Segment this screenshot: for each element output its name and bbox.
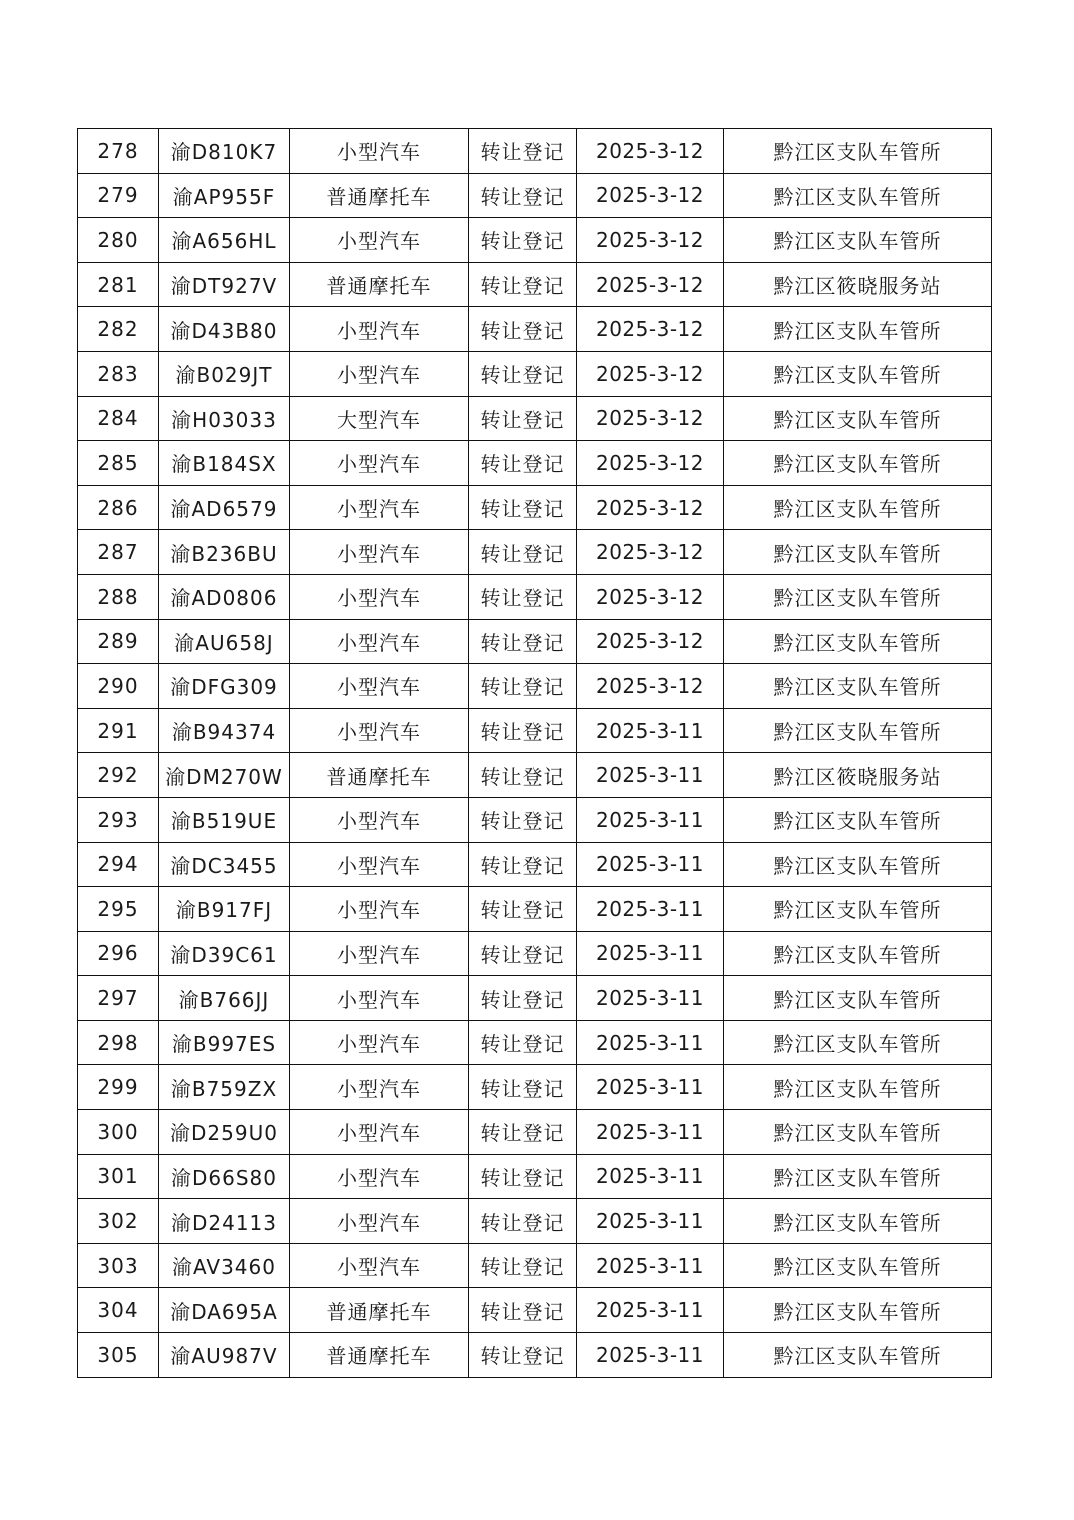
plate-number-cell: 渝D39C61 — [159, 931, 290, 976]
serial-number-cell: 299 — [78, 1065, 159, 1110]
serial-number-cell: 281 — [78, 262, 159, 307]
date-cell: 2025-3-11 — [577, 1020, 724, 1065]
serial-number-cell: 289 — [78, 619, 159, 664]
plate-number-cell: 渝AV3460 — [159, 1243, 290, 1288]
plate-number-cell: 渝D259U0 — [159, 1110, 290, 1155]
plate-number-cell: 渝B029JT — [159, 351, 290, 396]
vehicle-type-cell: 小型汽车 — [290, 976, 469, 1021]
plate-number-cell: 渝B94374 — [159, 708, 290, 753]
vehicle-type-cell: 小型汽车 — [290, 797, 469, 842]
office-cell: 黔江区支队车管所 — [724, 1199, 992, 1244]
plate-number-cell: 渝DFG309 — [159, 664, 290, 709]
business-type-cell: 转让登记 — [469, 530, 577, 575]
business-type-cell: 转让登记 — [469, 262, 577, 307]
business-type-cell: 转让登记 — [469, 1020, 577, 1065]
plate-number-cell: 渝D24113 — [159, 1199, 290, 1244]
table-row — [78, 1154, 992, 1199]
business-type-cell: 转让登记 — [469, 173, 577, 218]
office-cell: 黔江区支队车管所 — [724, 1020, 992, 1065]
business-type-cell: 转让登记 — [469, 931, 577, 976]
office-cell: 黔江区支队车管所 — [724, 842, 992, 887]
plate-number-cell: 渝AU658J — [159, 619, 290, 664]
plate-number-cell: 渝D810K7 — [159, 129, 290, 174]
vehicle-type-cell: 普通摩托车 — [290, 262, 469, 307]
table-row — [78, 797, 992, 842]
table-row — [78, 842, 992, 887]
serial-number-cell: 287 — [78, 530, 159, 575]
date-cell: 2025-3-12 — [577, 218, 724, 263]
date-cell: 2025-3-12 — [577, 129, 724, 174]
office-cell: 黔江区支队车管所 — [724, 797, 992, 842]
office-cell: 黔江区支队车管所 — [724, 574, 992, 619]
office-cell: 黔江区筱晓服务站 — [724, 262, 992, 307]
business-type-cell: 转让登记 — [469, 307, 577, 352]
plate-number-cell: 渝AD6579 — [159, 485, 290, 530]
serial-number-cell: 304 — [78, 1288, 159, 1333]
table-row — [78, 664, 992, 709]
office-cell: 黔江区支队车管所 — [724, 664, 992, 709]
date-cell: 2025-3-12 — [577, 262, 724, 307]
serial-number-cell: 294 — [78, 842, 159, 887]
table-row — [78, 441, 992, 486]
business-type-cell: 转让登记 — [469, 1288, 577, 1333]
serial-number-cell: 279 — [78, 173, 159, 218]
business-type-cell: 转让登记 — [469, 753, 577, 798]
plate-number-cell: 渝B519UE — [159, 797, 290, 842]
vehicle-type-cell: 小型汽车 — [290, 129, 469, 174]
vehicle-type-cell: 小型汽车 — [290, 574, 469, 619]
serial-number-cell: 297 — [78, 976, 159, 1021]
office-cell: 黔江区筱晓服务站 — [724, 753, 992, 798]
vehicle-type-cell: 小型汽车 — [290, 1110, 469, 1155]
office-cell: 黔江区支队车管所 — [724, 1110, 992, 1155]
plate-number-cell: 渝DC3455 — [159, 842, 290, 887]
vehicle-type-cell: 小型汽车 — [290, 1243, 469, 1288]
office-cell: 黔江区支队车管所 — [724, 976, 992, 1021]
plate-number-cell: 渝A656HL — [159, 218, 290, 263]
office-cell: 黔江区支队车管所 — [724, 1154, 992, 1199]
vehicle-type-cell: 小型汽车 — [290, 485, 469, 530]
serial-number-cell: 295 — [78, 887, 159, 932]
serial-number-cell: 291 — [78, 708, 159, 753]
table-row — [78, 396, 992, 441]
business-type-cell: 转让登记 — [469, 797, 577, 842]
business-type-cell: 转让登记 — [469, 1199, 577, 1244]
serial-number-cell: 283 — [78, 351, 159, 396]
business-type-cell: 转让登记 — [469, 842, 577, 887]
plate-number-cell: 渝D66S80 — [159, 1154, 290, 1199]
business-type-cell: 转让登记 — [469, 218, 577, 263]
business-type-cell: 转让登记 — [469, 441, 577, 486]
table-row — [78, 1243, 992, 1288]
table-row — [78, 976, 992, 1021]
date-cell: 2025-3-12 — [577, 485, 724, 530]
plate-number-cell: 渝H03033 — [159, 396, 290, 441]
table-row — [78, 753, 992, 798]
date-cell: 2025-3-11 — [577, 1333, 724, 1378]
table-row — [78, 931, 992, 976]
date-cell: 2025-3-11 — [577, 1288, 724, 1333]
vehicle-type-cell: 小型汽车 — [290, 530, 469, 575]
date-cell: 2025-3-11 — [577, 708, 724, 753]
date-cell: 2025-3-12 — [577, 396, 724, 441]
serial-number-cell: 284 — [78, 396, 159, 441]
table-row — [78, 1288, 992, 1333]
plate-number-cell: 渝AU987V — [159, 1333, 290, 1378]
vehicle-type-cell: 大型汽车 — [290, 396, 469, 441]
office-cell: 黔江区支队车管所 — [724, 485, 992, 530]
serial-number-cell: 278 — [78, 129, 159, 174]
plate-number-cell: 渝B184SX — [159, 441, 290, 486]
vehicle-type-cell: 普通摩托车 — [290, 173, 469, 218]
date-cell: 2025-3-11 — [577, 1065, 724, 1110]
vehicle-type-cell: 小型汽车 — [290, 1065, 469, 1110]
vehicle-type-cell: 小型汽车 — [290, 931, 469, 976]
table-row — [78, 262, 992, 307]
date-cell: 2025-3-11 — [577, 931, 724, 976]
vehicle-type-cell: 小型汽车 — [290, 351, 469, 396]
table-row — [78, 1020, 992, 1065]
office-cell: 黔江区支队车管所 — [724, 351, 992, 396]
vehicle-type-cell: 小型汽车 — [290, 1020, 469, 1065]
date-cell: 2025-3-11 — [577, 887, 724, 932]
office-cell: 黔江区支队车管所 — [724, 530, 992, 575]
table-row — [78, 530, 992, 575]
date-cell: 2025-3-11 — [577, 842, 724, 887]
plate-number-cell: 渝D43B80 — [159, 307, 290, 352]
vehicle-type-cell: 小型汽车 — [290, 619, 469, 664]
business-type-cell: 转让登记 — [469, 887, 577, 932]
business-type-cell: 转让登记 — [469, 1110, 577, 1155]
business-type-cell: 转让登记 — [469, 708, 577, 753]
plate-number-cell: 渝DT927V — [159, 262, 290, 307]
plate-number-cell: 渝DA695A — [159, 1288, 290, 1333]
date-cell: 2025-3-11 — [577, 1110, 724, 1155]
vehicle-type-cell: 普通摩托车 — [290, 1288, 469, 1333]
office-cell: 黔江区支队车管所 — [724, 441, 992, 486]
office-cell: 黔江区支队车管所 — [724, 708, 992, 753]
vehicle-type-cell: 小型汽车 — [290, 1199, 469, 1244]
serial-number-cell: 300 — [78, 1110, 159, 1155]
date-cell: 2025-3-12 — [577, 574, 724, 619]
date-cell: 2025-3-12 — [577, 664, 724, 709]
date-cell: 2025-3-11 — [577, 976, 724, 1021]
date-cell: 2025-3-12 — [577, 619, 724, 664]
vehicle-type-cell: 小型汽车 — [290, 218, 469, 263]
plate-number-cell: 渝B997ES — [159, 1020, 290, 1065]
business-type-cell: 转让登记 — [469, 485, 577, 530]
office-cell: 黔江区支队车管所 — [724, 887, 992, 932]
vehicle-type-cell: 小型汽车 — [290, 842, 469, 887]
serial-number-cell: 286 — [78, 485, 159, 530]
serial-number-cell: 282 — [78, 307, 159, 352]
office-cell: 黔江区支队车管所 — [724, 1243, 992, 1288]
date-cell: 2025-3-11 — [577, 1154, 724, 1199]
serial-number-cell: 290 — [78, 664, 159, 709]
date-cell: 2025-3-12 — [577, 530, 724, 575]
plate-number-cell: 渝AP955F — [159, 173, 290, 218]
business-type-cell: 转让登记 — [469, 1154, 577, 1199]
table-row — [78, 619, 992, 664]
table-row — [78, 173, 992, 218]
office-cell: 黔江区支队车管所 — [724, 307, 992, 352]
serial-number-cell: 305 — [78, 1333, 159, 1378]
business-type-cell: 转让登记 — [469, 664, 577, 709]
table-row — [78, 887, 992, 932]
table-body — [78, 129, 992, 1378]
office-cell: 黔江区支队车管所 — [724, 931, 992, 976]
serial-number-cell: 303 — [78, 1243, 159, 1288]
plate-number-cell: 渝AD0806 — [159, 574, 290, 619]
table-row — [78, 351, 992, 396]
serial-number-cell: 301 — [78, 1154, 159, 1199]
date-cell: 2025-3-11 — [577, 1199, 724, 1244]
business-type-cell: 转让登记 — [469, 976, 577, 1021]
vehicle-type-cell: 普通摩托车 — [290, 1333, 469, 1378]
plate-number-cell: 渝B917FJ — [159, 887, 290, 932]
business-type-cell: 转让登记 — [469, 1333, 577, 1378]
office-cell: 黔江区支队车管所 — [724, 1288, 992, 1333]
table-row — [78, 129, 992, 174]
serial-number-cell: 292 — [78, 753, 159, 798]
vehicle-type-cell: 小型汽车 — [290, 1154, 469, 1199]
office-cell: 黔江区支队车管所 — [724, 396, 992, 441]
plate-number-cell: 渝B759ZX — [159, 1065, 290, 1110]
serial-number-cell: 288 — [78, 574, 159, 619]
business-type-cell: 转让登记 — [469, 129, 577, 174]
business-type-cell: 转让登记 — [469, 396, 577, 441]
serial-number-cell: 293 — [78, 797, 159, 842]
date-cell: 2025-3-12 — [577, 173, 724, 218]
business-type-cell: 转让登记 — [469, 574, 577, 619]
date-cell: 2025-3-11 — [577, 797, 724, 842]
vehicle-type-cell: 小型汽车 — [290, 887, 469, 932]
date-cell: 2025-3-12 — [577, 307, 724, 352]
date-cell: 2025-3-12 — [577, 441, 724, 486]
vehicle-type-cell: 小型汽车 — [290, 441, 469, 486]
office-cell: 黔江区支队车管所 — [724, 129, 992, 174]
vehicle-type-cell: 普通摩托车 — [290, 753, 469, 798]
vehicle-registration-table — [77, 128, 992, 1378]
office-cell: 黔江区支队车管所 — [724, 1333, 992, 1378]
plate-number-cell: 渝B236BU — [159, 530, 290, 575]
date-cell: 2025-3-11 — [577, 1243, 724, 1288]
vehicle-type-cell: 小型汽车 — [290, 708, 469, 753]
business-type-cell: 转让登记 — [469, 1243, 577, 1288]
table-row — [78, 1333, 992, 1378]
table-row — [78, 1065, 992, 1110]
business-type-cell: 转让登记 — [469, 1065, 577, 1110]
office-cell: 黔江区支队车管所 — [724, 218, 992, 263]
table-row — [78, 1110, 992, 1155]
serial-number-cell: 302 — [78, 1199, 159, 1244]
office-cell: 黔江区支队车管所 — [724, 619, 992, 664]
date-cell: 2025-3-11 — [577, 753, 724, 798]
plate-number-cell: 渝DM270W — [159, 753, 290, 798]
table-row — [78, 1199, 992, 1244]
business-type-cell: 转让登记 — [469, 351, 577, 396]
plate-number-cell: 渝B766JJ — [159, 976, 290, 1021]
table-row — [78, 708, 992, 753]
serial-number-cell: 280 — [78, 218, 159, 263]
table-row — [78, 574, 992, 619]
table-row — [78, 218, 992, 263]
serial-number-cell: 298 — [78, 1020, 159, 1065]
table-row — [78, 485, 992, 530]
serial-number-cell: 285 — [78, 441, 159, 486]
vehicle-type-cell: 小型汽车 — [290, 664, 469, 709]
table-row — [78, 307, 992, 352]
business-type-cell: 转让登记 — [469, 619, 577, 664]
date-cell: 2025-3-12 — [577, 351, 724, 396]
office-cell: 黔江区支队车管所 — [724, 1065, 992, 1110]
vehicle-type-cell: 小型汽车 — [290, 307, 469, 352]
office-cell: 黔江区支队车管所 — [724, 173, 992, 218]
serial-number-cell: 296 — [78, 931, 159, 976]
